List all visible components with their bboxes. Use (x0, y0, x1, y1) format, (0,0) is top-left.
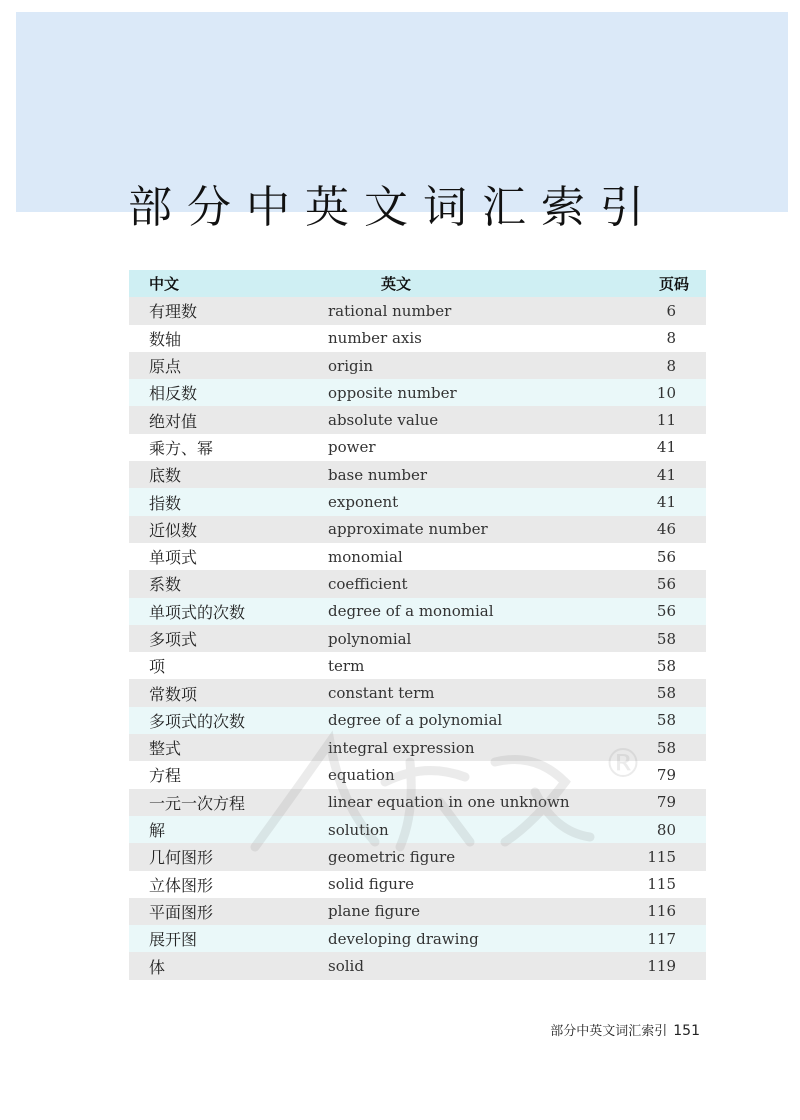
cell-chinese: 指数 (149, 493, 182, 513)
footer-section-title: 部分中英文词汇索引 (550, 1024, 668, 1039)
table-row (129, 789, 706, 816)
cell-english: rational number (328, 301, 452, 320)
cell-page: 46 (656, 520, 676, 539)
cell-chinese: 常数项 (149, 684, 198, 704)
table-row (129, 816, 706, 843)
table-row (129, 925, 706, 952)
cell-page: 10 (656, 383, 676, 402)
cell-english: absolute value (328, 411, 439, 430)
cell-english: solid figure (328, 875, 415, 894)
table-row (129, 952, 706, 979)
table-row (129, 543, 706, 570)
cell-chinese: 项 (149, 657, 166, 677)
cell-english: plane figure (328, 902, 420, 921)
cell-page: 115 (647, 847, 676, 866)
cell-chinese: 相反数 (149, 384, 198, 404)
cell-page: 58 (656, 738, 676, 757)
cell-english: origin (328, 356, 374, 375)
table-row (129, 570, 706, 597)
cell-chinese: 多项式 (149, 630, 198, 649)
cell-english: approximate number (328, 520, 488, 539)
cell-chinese: 原点 (149, 357, 182, 377)
cell-page: 8 (666, 356, 676, 375)
cell-page: 58 (656, 684, 676, 703)
cell-english: solid (328, 957, 364, 976)
cell-english: linear equation in one unknown (328, 793, 570, 812)
cell-chinese: 方程 (149, 766, 182, 786)
table-row (129, 652, 706, 679)
table-header-row (129, 270, 706, 297)
cell-page: 115 (647, 875, 676, 894)
cell-page: 79 (656, 793, 676, 812)
cell-english: term (328, 656, 365, 675)
table-row (129, 679, 706, 706)
cell-page: 79 (656, 765, 676, 784)
cell-chinese: 立体图形 (149, 875, 214, 895)
cell-page: 116 (647, 902, 676, 921)
cell-chinese: 底数 (149, 466, 182, 486)
cell-english: coefficient (328, 574, 408, 593)
cell-chinese: 体 (149, 957, 166, 977)
table-row (129, 761, 706, 788)
table-row (129, 352, 706, 379)
cell-english: constant term (328, 684, 435, 703)
table-row (129, 516, 706, 543)
cell-english: monomial (328, 547, 403, 566)
cell-page: 119 (647, 957, 676, 976)
cell-page: 8 (666, 329, 676, 348)
cell-page: 117 (647, 929, 676, 948)
cell-english: solution (328, 820, 389, 839)
cell-page: 58 (656, 656, 676, 675)
cell-chinese: 多项式的次数 (149, 711, 246, 731)
cell-page: 56 (656, 574, 676, 593)
cell-page: 6 (666, 301, 676, 320)
cell-english: base number (328, 465, 428, 484)
table-row (129, 488, 706, 515)
cell-chinese: 单项式 (149, 548, 198, 568)
table-row (129, 406, 706, 433)
cell-chinese: 一元一次方程 (149, 793, 246, 813)
cell-chinese: 绝对值 (149, 411, 198, 431)
cell-page: 41 (656, 438, 676, 457)
cell-page: 11 (656, 411, 676, 430)
cell-english: power (328, 438, 376, 457)
header-page: 页码 (658, 275, 689, 294)
cell-english: exponent (328, 493, 399, 512)
cell-chinese: 乘方、幂 (149, 438, 214, 458)
cell-english: degree of a monomial (328, 602, 494, 621)
cell-page: 58 (656, 629, 676, 648)
cell-english: equation (328, 765, 395, 784)
cell-page: 56 (656, 602, 676, 621)
cell-chinese: 近似数 (149, 520, 198, 540)
table-row (129, 598, 706, 625)
cell-chinese: 解 (149, 821, 166, 841)
page-footer (550, 1020, 700, 1039)
header-english: 英文 (381, 275, 412, 294)
cell-page: 80 (656, 820, 676, 839)
cell-english: degree of a polynomial (328, 711, 503, 730)
registered-mark-icon: ® (603, 741, 643, 787)
table-row (129, 325, 706, 352)
cell-page: 41 (656, 493, 676, 512)
cell-chinese: 整式 (149, 739, 182, 759)
cell-chinese: 数轴 (149, 329, 182, 349)
cell-chinese: 平面图形 (149, 902, 214, 922)
cell-chinese: 几何图形 (149, 848, 214, 868)
cell-english: number axis (328, 329, 422, 348)
table-row (129, 707, 706, 734)
page-title: 部分中英文词汇索引 (128, 182, 659, 234)
cell-chinese: 展开图 (149, 930, 198, 950)
cell-english: developing drawing (328, 929, 479, 948)
cell-page: 41 (656, 465, 676, 484)
table-row (129, 843, 706, 870)
table-body (129, 297, 706, 979)
table-row (129, 297, 706, 324)
table-row (129, 734, 706, 761)
table-row (129, 871, 706, 898)
cell-page: 56 (656, 547, 676, 566)
cell-chinese: 单项式的次数 (149, 602, 246, 622)
vocabulary-table (129, 270, 706, 980)
table-row (129, 461, 706, 488)
table-row (129, 434, 706, 461)
cell-english: polynomial (328, 629, 412, 648)
cell-english: geometric figure (328, 847, 456, 866)
cell-english: integral expression (328, 738, 475, 757)
table-row (129, 625, 706, 652)
cell-chinese: 系数 (149, 575, 182, 595)
cell-chinese: 有理数 (149, 302, 198, 322)
header-chinese: 中文 (149, 275, 180, 294)
cell-page: 58 (656, 711, 676, 730)
table-row (129, 379, 706, 406)
table-row (129, 898, 706, 925)
cell-english: opposite number (328, 383, 457, 402)
footer-page-number: 151 (673, 1023, 700, 1039)
